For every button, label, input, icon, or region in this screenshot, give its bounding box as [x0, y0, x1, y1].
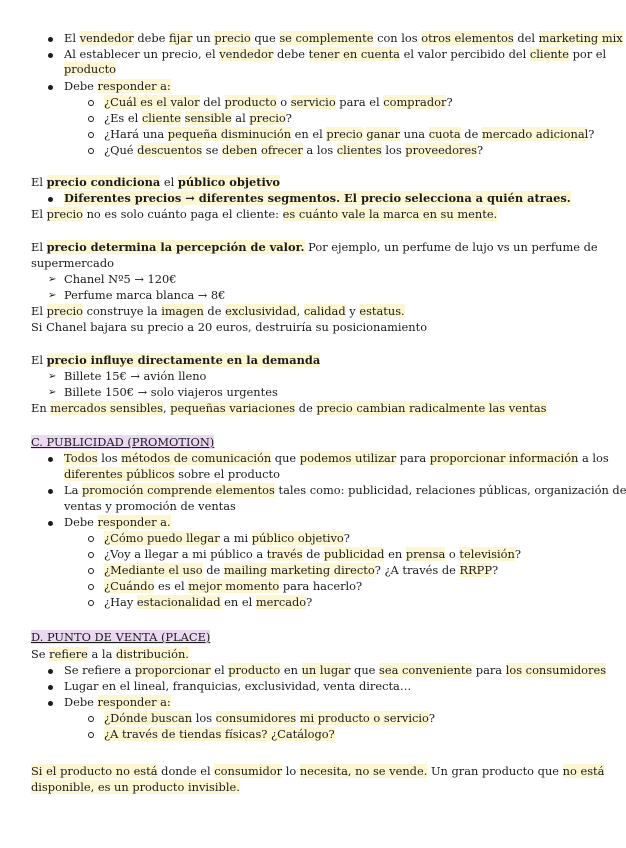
section-title: C. PUBLICIDAD (PROMOTION): [31, 435, 215, 449]
bullet-circle: [88, 536, 94, 542]
text-line: disponible, es un producto invisible.: [31, 780, 240, 794]
bullet-dot: [48, 197, 53, 202]
text-line: El vendedor debe fijar un precio que se complemente con los otros elementos del marketing mix: [64, 31, 623, 45]
bullet-dot: [48, 53, 53, 58]
text-line: ¿Es el cliente sensible al precio?: [104, 111, 292, 125]
bullet-circle: [88, 732, 94, 738]
text-line: ventas y promoción de ventas: [64, 499, 236, 513]
bullet-dot: [48, 669, 53, 674]
section-title: D. PUNTO DE VENTA (PLACE): [31, 630, 211, 644]
text-line: ¿Cuándo es el mejor momento para hacerlo?: [104, 579, 363, 593]
bullet-dot: [48, 37, 53, 42]
text-line: Debe responder a.: [64, 515, 171, 529]
text-line: ¿Mediante el uso de mailing marketing directo? ¿A través de RRPP?: [104, 563, 499, 577]
arrow-bullet-icon: ➢: [48, 290, 57, 301]
text-line: Si el producto no está donde el consumidor lo necesita, no se vende. Un gran producto que no está: [31, 764, 605, 778]
text-line: En mercados sensibles, pequeñas variaciones de precio cambian radicalmente las ventas: [31, 401, 547, 415]
text-line: ¿Hay estacionalidad en el mercado?: [104, 595, 313, 609]
text-line: ¿Cuál es el valor del producto o servicio para el comprador?: [104, 95, 453, 109]
text-line: La promoción comprende elementos tales como: publicidad, relaciones públicas, organización de: [64, 483, 626, 497]
text-line: Perfume marca blanca → 8€: [64, 288, 226, 302]
bullet-circle: [88, 600, 94, 606]
text-line: Debe responder a:: [64, 79, 171, 93]
text-line: Billete 15€ → avión lleno: [64, 369, 207, 383]
text-line: Al establecer un precio, el vendedor debe tener en cuenta el valor percibido del cliente por el: [64, 47, 607, 61]
text-line: Billete 150€ → solo viajeros urgentes: [64, 385, 278, 399]
text-line: Diferentes precios → diferentes segmentos. El precio selecciona a quién atraes.: [64, 191, 571, 205]
text-line: producto: [64, 62, 117, 76]
bullet-dot: [48, 457, 53, 462]
bullet-circle: [88, 100, 94, 106]
text-line: Debe responder a:: [64, 695, 171, 709]
text-line: El precio influye directamente en la demanda: [31, 353, 321, 367]
bullet-dot: [48, 701, 53, 706]
text-line: Se refiere a proporcionar el producto en un lugar que sea conveniente para los consumidores: [64, 663, 607, 677]
bullet-circle: [88, 116, 94, 122]
text-line: ¿A través de tiendas físicas? ¿Catálogo?: [104, 727, 335, 741]
text-line: ¿Qué descuentos se deben ofrecer a los clientes los proveedores?: [104, 143, 484, 157]
arrow-bullet-icon: ➢: [48, 387, 57, 398]
bullet-circle: [88, 148, 94, 154]
text-line: Si Chanel bajara su precio a 20 euros, destruiría su posicionamiento: [31, 320, 428, 334]
text-line: ¿Dónde buscan los consumidores mi producto o servicio?: [104, 711, 435, 725]
text-line: ¿Hará una pequeña disminución en el precio ganar una cuota de mercado adicional?: [104, 127, 595, 141]
bullet-circle: [88, 584, 94, 590]
bullet-circle: [88, 132, 94, 138]
arrow-bullet-icon: ➢: [48, 371, 57, 382]
bullet-circle: [88, 552, 94, 558]
text-line: supermercado: [31, 256, 114, 270]
bullet-dot: [48, 85, 53, 90]
text-line: El precio no es solo cuánto paga el cliente: es cuánto vale la marca en su mente.: [31, 207, 498, 221]
text-line: ¿Cómo puedo llegar a mi público objetivo?: [104, 531, 350, 545]
text-line: ¿Voy a llegar a mi público a través de publicidad en prensa o televisión?: [104, 547, 521, 561]
text-line: El precio condiciona el público objetivo: [31, 175, 281, 189]
text-line: Se refiere a la distribución.: [31, 647, 189, 661]
text-line: diferentes públicos sobre el producto: [64, 467, 280, 481]
bullet-circle: [88, 716, 94, 722]
text-line: Lugar en el lineal, franquicias, exclusividad, venta directa…: [64, 679, 412, 693]
bullet-dot: [48, 521, 53, 526]
bullet-circle: [88, 568, 94, 574]
bullet-dot: [48, 489, 53, 494]
text-line: Chanel Nº5 → 120€: [64, 272, 177, 286]
arrow-bullet-icon: ➢: [48, 274, 57, 285]
text-line: El precio construye la imagen de exclusividad, calidad y estatus.: [31, 304, 405, 318]
bullet-dot: [48, 685, 53, 690]
text-line: El precio determina la percepción de valor. Por ejemplo, un perfume de lujo vs un perfume de: [31, 240, 598, 254]
text-line: Todos los métodos de comunicación que podemos utilizar para proporcionar información a los: [64, 451, 609, 465]
